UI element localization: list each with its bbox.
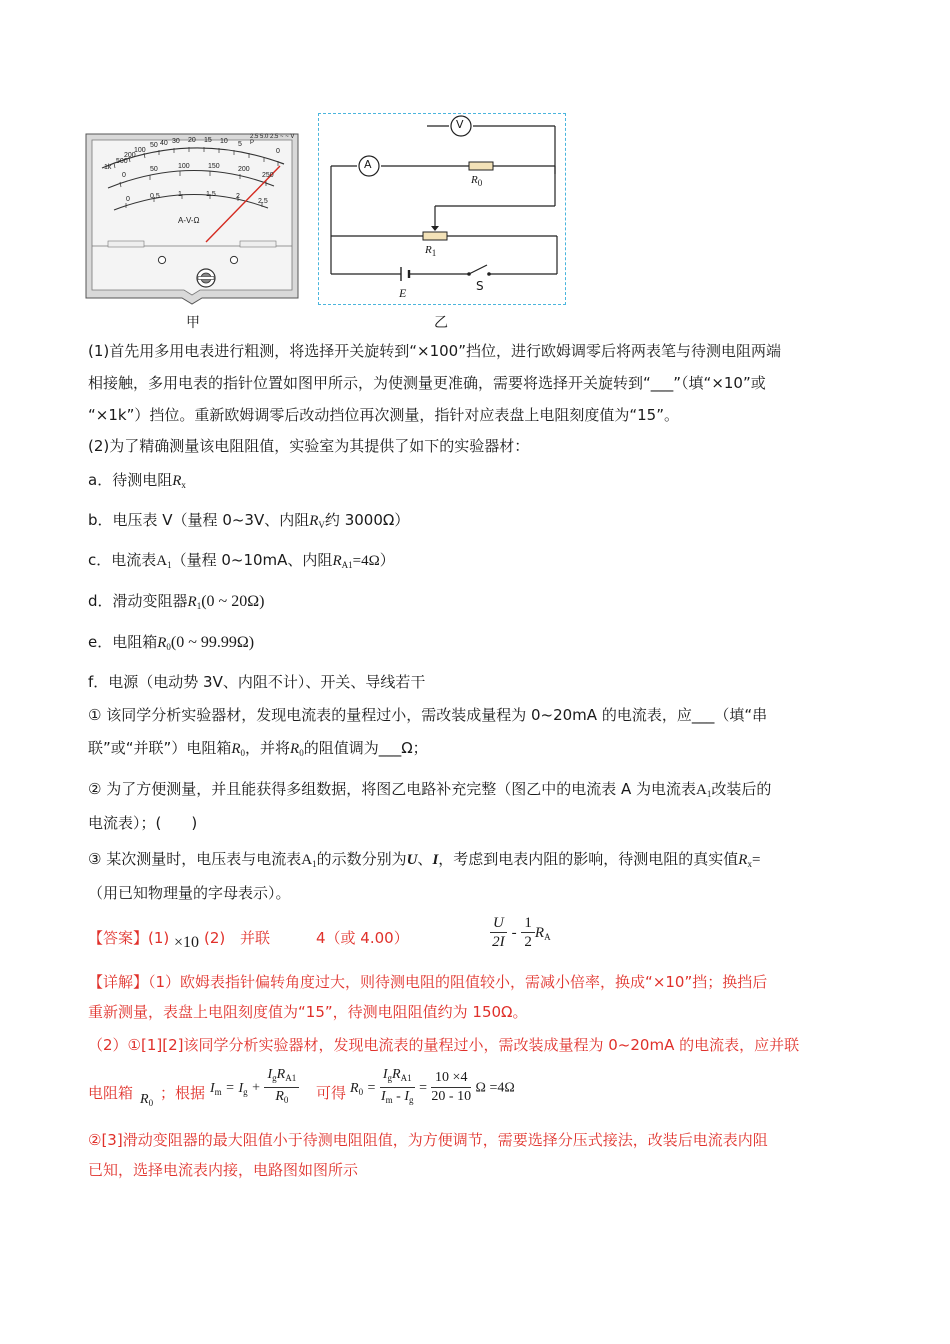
top-right-marks: 2.5 5.0 2.5 ~ ~ V P — [250, 134, 295, 146]
q2-intro: (2)为了精确测量该电阻阻值，实验室为其提供了如下的实验器材： — [88, 437, 530, 455]
mid-tick-label: 200 — [238, 166, 250, 173]
low-tick-label: 2 — [236, 193, 240, 200]
circuit-drawing — [319, 114, 565, 304]
meter-mode-label: A-V-Ω — [178, 216, 200, 225]
ohm-tick-label: 100 — [134, 147, 146, 154]
detail-formula-1: $I_m = I_g$ + $\frac{I_gR_{A1}}{R_0}$ — [210, 1066, 299, 1109]
ohm-tick-label: 40 — [160, 140, 168, 147]
q2-sub2-line2: 电流表）；( ) — [88, 814, 198, 832]
ohm-tick-label: 1k — [104, 164, 112, 171]
answer-2: 并联 — [240, 929, 271, 947]
answer-3: 4（或 4.00） — [316, 929, 409, 947]
q2-sub3-line1: ③ 某次测量时，电压表与电流表$A_1$的示数分别为U、I，考虑到电表内阻的影响，待测电阻的真实值$R_x=$ — [88, 850, 761, 869]
ohm-tick-label: 0 — [276, 148, 280, 155]
ammeter-label: A — [364, 158, 372, 171]
low-tick-label: 1 — [178, 191, 182, 198]
switch-label: S — [476, 279, 484, 293]
multimeter-figure — [84, 130, 302, 306]
ohm-tick-label: 30 — [172, 138, 180, 145]
q2-item-e: e．电阻箱$R_0(0$ ~ 99.99Ω) — [88, 633, 255, 652]
r1-label: $R_1$ — [425, 244, 437, 258]
detail-r0-symbol: $R_0$ — [140, 1092, 154, 1108]
detail-p1-line1: 【详解】（1）欧姆表指针偏转角度过大，则待测电阻的阻值较小，需减小倍率，换成“×10”挡；换挡后 — [88, 973, 768, 991]
r0-label: $R_0$ — [471, 174, 483, 188]
q2-sub1-line1: ① 该同学分析实验器材，发现电流表的量程过小，需改装成量程为 0~20mA 的电流表，应___（填“串 — [88, 706, 768, 724]
voltmeter-label: V — [456, 118, 464, 131]
mid-tick-label: 250 — [262, 172, 274, 179]
mid-tick-label: 0 — [122, 172, 126, 179]
q2-sub3-line2: （用已知物理量的字母表示）。 — [88, 884, 291, 902]
answer-1: ×10 — [174, 934, 200, 951]
q1-line-1: (1)首先用多用电表进行粗测，将选择开关旋转到“×100”挡位，进行欧姆调零后将两表笔与待测电阻两端 — [88, 342, 781, 360]
q2-item-b: b．电压表 V（量程 0~3V、内阻$R_V$约 3000Ω） — [88, 511, 410, 530]
ohm-tick-label: 50 — [150, 142, 158, 149]
q1-line-2: 相接触，多用电表的指针位置如图甲所示，为使测量更准确，需要将选择开关旋转到“___”（填“×10”或 — [88, 374, 766, 392]
ohm-tick-label: 500 — [116, 158, 128, 165]
detail-p3-line2: 已知，选择电流表内接，电路图如图所示 — [88, 1161, 359, 1179]
figure-caption-yi: 乙 — [434, 315, 448, 331]
q1-line-3: “×1k”）挡位。重新欧姆调零后改动挡位再次测量，指针对应表盘上电阻刻度值为“15”。 — [88, 406, 679, 424]
detail-p2-line2a: 电阻箱 — [88, 1084, 134, 1102]
q2-item-f: f．电源（电动势 3V、内阻不计）、开关、导线若干 — [88, 673, 426, 691]
detail-formula-2: $R_0$ = $\frac{I_gR_{A1}}{I_m - I_g}$ = $\frac{10 \times 4}{20 - 10}$ Ω =4Ω — [350, 1067, 515, 1105]
q2-sub2-line1: ② 为了方便测量，并且能获得多组数据，将图乙电路补充完整（图乙中的电流表 A 为电流表$A_1$改装后的 — [88, 780, 772, 799]
low-tick-label: 0 — [126, 196, 130, 203]
ohm-tick-label: 5 — [238, 141, 242, 148]
low-tick-label: 1.5 — [206, 191, 216, 198]
battery-label: E — [399, 286, 407, 300]
ohm-tick-label: 20 — [188, 137, 196, 144]
mid-tick-label: 50 — [150, 166, 158, 173]
mid-tick-label: 100 — [178, 163, 190, 170]
detail-p3-line1: ②[3]滑动变阻器的最大阻值小于待测电阻阻值，为方便调节，需要选择分压式接法，改装后电流表内阻 — [88, 1131, 768, 1149]
mid-tick-label: 150 — [208, 163, 220, 170]
low-tick-label: 2.5 — [258, 198, 268, 205]
detail-p1-line2: 重新测量，表盘上电阻刻度值为“15”，待测电阻阻值约为 150Ω。 — [88, 1003, 528, 1021]
q2-sub1-line2: 联”或“并联”）电阻箱$R_0$，并将$R_0$的阻值调为___Ω； — [88, 739, 428, 758]
q2-item-d: d．滑动变阻器$R_1(0$ ~ 20Ω) — [88, 592, 265, 611]
circuit-figure — [318, 113, 566, 305]
q2-item-a: a．待测电阻$R_x$ — [88, 471, 186, 490]
ohm-tick-label: 10 — [220, 138, 228, 145]
answer-2-label: (2) — [204, 929, 226, 947]
ohm-tick-label: 15 — [204, 137, 212, 144]
detail-p2-line2b: ；根据 — [160, 1084, 206, 1102]
ohm-tick-label: 200 — [124, 152, 136, 159]
q2-item-c: c．电流表$A_1$（量程 0~10mA、内阻$R_{A1}=4\Omega$） — [88, 551, 395, 570]
detail-p2-line1: （2）①[1][2]该同学分析实验器材，发现电流表的量程过小，需改装成量程为 0~20mA 的电流表，应并联 — [88, 1036, 800, 1054]
figure-caption-jia: 甲 — [186, 315, 200, 331]
answer-label: 【答案】(1) — [88, 929, 170, 947]
detail-p2-line2c: 可得 — [316, 1084, 347, 1102]
low-tick-label: 0.5 — [150, 193, 160, 200]
answer-4-formula: $\frac{U}{2I}$ - $\frac{1}{2}$ $R_A$ — [490, 914, 551, 951]
